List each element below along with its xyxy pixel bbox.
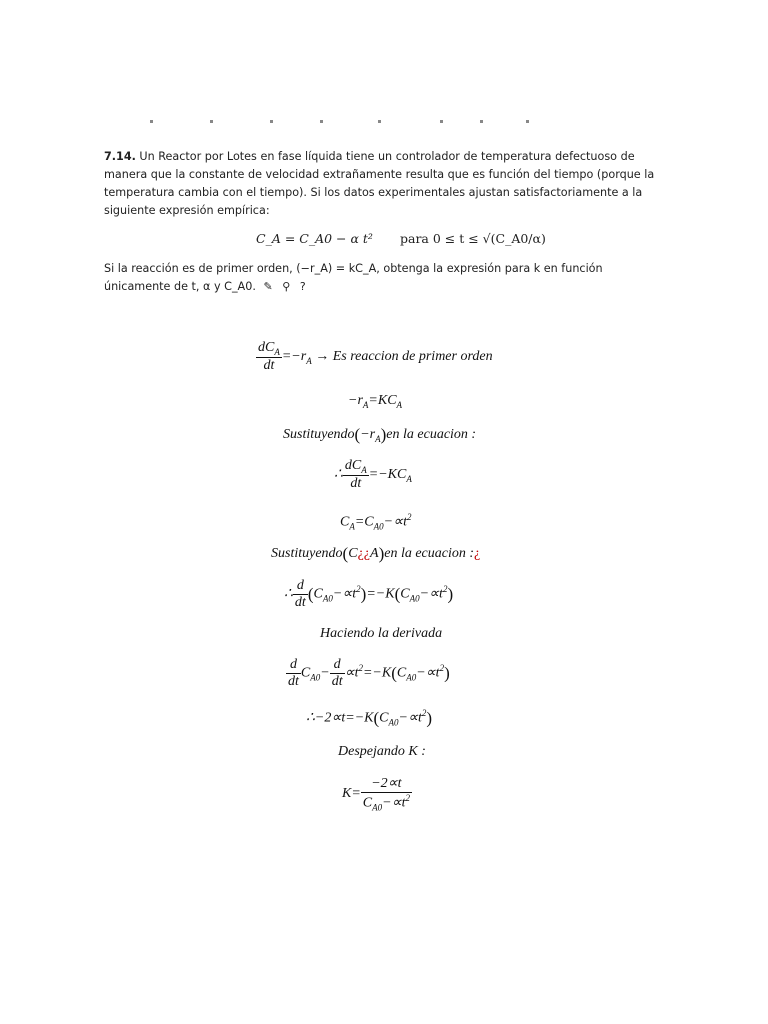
problem-intro: [104, 148, 660, 220]
problem-number: 7.14.: [104, 150, 136, 163]
annotation-icons: [263, 278, 311, 296]
solution-line-1-text: Es reaccion de primer orden: [332, 349, 493, 365]
search-icon: ⚲: [282, 280, 291, 293]
solution-line-11: [338, 744, 426, 760]
solution-line-1: $\frac{dC_A}{dt}$ $=-r_A \to Es$ reaccion de primer orden: [258, 340, 493, 373]
solution-line-6: Sustituyendo(C¿¿A)en la ecuacion :¿: [271, 544, 481, 563]
solution-line-7: ∴ $\frac{d}{dt}$ $(C_{A0}-\propto t^2)=-K(C_{A0}-\propto t^2)$: [284, 578, 454, 610]
solution-line-9: $\frac{d}{dt}$ $C_{A0}-$ $\frac{d}{dt}$ $\propto t^2=-K(C_{A0}-\propto t^2)$: [288, 657, 450, 689]
solution-line-11-text: Despejando K :: [338, 744, 426, 759]
solution-line-3: $Sustituyendo(-r_A)en$ la ecuacion :: [283, 425, 477, 445]
solution-line-2: $-r_A=KC_A$: [348, 393, 403, 410]
equation-condition: para 0 ≤ t ≤ √(C_A0/α): [400, 231, 546, 246]
problem-question-text: Si la reacción es de primer orden, (−r_A) = kC_A, obtenga la expresión para k en función únicamente de t, α y C_A0.: [104, 262, 603, 293]
solution-line-6-text: Sustituyendo: [271, 546, 343, 562]
solution-line-12: K= $\frac{-2\propto t}{C_{A0}-\propto t^2}$: [342, 776, 410, 813]
solution-line-3-text: Sustituyendo: [283, 427, 355, 443]
derivative-fraction: $\frac{dC_A}{dt}$: [258, 340, 280, 373]
problem-intro-text: Un Reactor por Lotes en fase líquida tiene un controlador de temperatura defectuoso de manera que la constante de velocidad extrañamente resulta que es función del tiempo (porque la temperatura cambia con el tiempo). Si los datos experimentales ajustan satisfactoriamente a la siguiente expresión empírica:: [104, 150, 655, 217]
pencil-icon: ✎: [263, 280, 273, 293]
equation-text: C_A = C_A0 − α t²: [256, 231, 373, 246]
solution-line-8: [320, 626, 442, 642]
solution-line-6-tail: en la ecuacion :: [384, 546, 475, 562]
solution-line-4: ∴ $\frac{dC_A}{dt}$ $=-KC_A$: [334, 458, 412, 491]
empirical-equation: [104, 220, 660, 260]
problem-question: [104, 260, 660, 296]
problem-statement: [104, 148, 660, 296]
solution-line-5: $C_A=C_{A0}-\propto t^2$: [340, 512, 412, 532]
scan-artifact-line: [150, 120, 530, 123]
solution-line-3-tail: en la ecuacion :: [386, 427, 477, 443]
solution-line-8-text: Haciendo la derivada: [320, 626, 443, 641]
solution-line-10: $\therefore-2\propto t=-K(C_{A0}-\propto t^2)$: [306, 708, 433, 728]
help-icon: ?: [299, 280, 306, 293]
